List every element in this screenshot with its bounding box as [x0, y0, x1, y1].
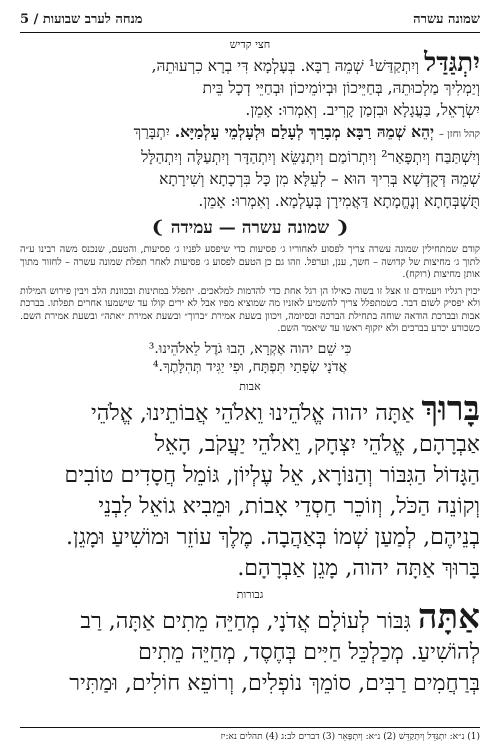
kaddish-line-1: יִתְגַּדַּל וְיִתְקַדַּשׁ¹ שְׁמֵהּ רַבָּא. בְּעָלְמָא דִּי בְרָא כִרְעוּתֵהּ,: [151, 48, 480, 78]
avot-line-1: בָּרוּךְ אַתָּה יהוה אֱלֹהֵינוּ וֵאלֹהֵי אֲבוֹתֵינוּ, אֱלֹהֵי: [90, 388, 480, 429]
avot-line-2: אַבְרָהָם, אֱלֹהֵי יִצְחָק, וֵאלֹהֵי יַעֲקֹב, הָאֵל: [154, 431, 480, 457]
instruction-note-2: יכוין רגליו ויעמידם זו אצל זו בשוה כאילו הן רגל אחת כדי להדמות למלאכים. יתפלל במתינות ובכוונת הלב ויבין פירוש המילות ולא יפסיק לשום דבר. כשמתפלל צריך להשמיע לאזניו מה שמוציא מפיו אבל לא ירים קולו עד שישמעו אחרים תפלתו. בברכת אבות ובברכת הודאה שוחה בתחילת הברכה ובסיומה, ויכוון בשעת אמירת ״ברוך״ ובשעת אמירת ״אתה״ ובשעת אמירת השם. כשכורע יכרע בברכים ולא יזקוף ראשו עד שיאמר השם.: [20, 285, 480, 334]
page-header: [20, 6, 480, 33]
kaddish-line-2: וְיַמְלִיךְ מַלְכוּתֵהּ, בְּחַיֵּיכוֹן וּבְיוֹמֵיכוֹן וּבְחַיֵּי דְכָל בֵּית: [202, 79, 480, 97]
gevurot-line-1: אַתָּה גִּבּוֹר לְעוֹלָם אֲדֹנָי, מְחַיֵּה מֵתִים אַתָּה, רַב: [80, 596, 480, 637]
page-label: מנחה לערב שבועות / 5: [20, 12, 143, 27]
gevurot-line-3: בְּרַחֲמִים רַבִּים, סוֹמֵךְ נוֹפְלִים, וְרוֹפֵא חוֹלִים, וּמַתִּיר: [69, 670, 480, 696]
kaddish-block: [20, 38, 480, 699]
ornament-icon: ❩: [150, 218, 165, 238]
instruction-note-1: קודם שמתחילין שמונה עשרה צריך לפסוע לאחוריו ג׳ פסיעות כדי שיפסע לפניו ג׳ פסיעות, והטעם, שנכנס משה רבינו ע״ה לתוך ג׳ מחיצות של קדושה – חשך, ענן, וערפל. וזהו גם כן הטעם לפסוע ג׳ פסיעות לאחר תפלת שמונה עשרה – לחזור מתוך אותן מחיצות (רוקח).: [20, 244, 480, 280]
kaddish-first-word: יִתְגַּדַּל: [424, 48, 480, 78]
gevurot-label: גבורות: [236, 587, 264, 601]
avot-label: אבות: [239, 379, 261, 393]
kaddish-label: חצי קדיש: [229, 38, 271, 51]
opening-verse-2: אֲדֹנָי שְׂפָתַי תִּפְתָּח, וּפִי יַגִּיד תְּהִלָּתֶךָ.⁴: [152, 358, 348, 375]
avot-line-4: וְקוֹנֵה הַכֹּל, וְזוֹכֵר חַסְדֵי אָבוֹת, וּמֵבִיא גוֹאֵל לִבְנֵי: [98, 493, 480, 519]
avot-first-word: בָּרוּךְ: [421, 388, 480, 429]
section-name: שמונה עשרה: [413, 12, 480, 27]
kaddish-line-6: שְׁמֵהּ דְּקֻדְשָׁא בְּרִיךְ הוּא – לְעֵלָּא מִן כָּל בִּרְכָתָא וְשִׁירָתָא: [159, 170, 480, 188]
avot-line-5: בְנֵיהֶם, לְמַעַן שְׁמוֹ בְּאַהֲבָה. מֶלֶךְ עוֹזֵר וּמוֹשִׁיעַ וּמָגֵן.: [66, 524, 480, 550]
gevurot-first-word: אַתָּה: [417, 596, 480, 637]
kaddish-line-3: יִשְׂרָאֵל, בַּעֲגָלָא וּבִזְמַן קָרִיב. וְאִמְרוּ: אָמֵן.: [245, 101, 480, 119]
avot-line-6: בָּרוּךְ אַתָּה יהוה, מָגֵן אַבְרָהָם.: [237, 555, 480, 581]
kaddish-line-5: וְיִשְׁתַּבַּח וְיִתְפָּאַר² וְיִתְרוֹמַם וְיִתְנַשֵּׂא וְיִתְהַדָּר וְיִתְעַלֶּה וְיִתְהַלָּל: [141, 148, 480, 166]
kaddish-response: קהל וחזן – יְהֵא שְׁמֵהּ רַבָּא מְבָרַךְ לְעָלַם וּלְעָלְמֵי עָלְמַיָּא. יִתְבָּרַךְ: [133, 122, 480, 141]
footnotes: (1) נ״א: יִתְגַּדֵּל וְיִתְקַדֵּשׁ (2) נ״א: וְיִתְפָּאֵר (3) דברים לב:ג (4) תהלים נא:יז: [20, 727, 480, 742]
gevurot-line-2: לְהוֹשִׁיעַ. מְכַלְכֵּל חַיִּים בְּחֶסֶד, מְחַיֵּה מֵתִים: [138, 639, 480, 665]
opening-verse-1: כִּי שֵׁם יהוה אֶקְרָא, הָבוּ גֹדֶל לֵאלֹהֵינוּ.³: [148, 340, 352, 357]
avot-line-3: הַגָּדוֹל הַגִּבּוֹר וְהַנּוֹרָא, אֵל עֶלְיוֹן, גּוֹמֵל חֲסָדִים טוֹבִים: [64, 462, 480, 488]
kaddish-line-7: תֻּשְׁבְּחָתָא וְנֶחֱמָתָא דַּאֲמִירָן בְּעָלְמָא. וְאִמְרוּ: אָמֵן.: [198, 192, 480, 210]
amidah-title: ❨ שמונה עשרה — עמידה ❩: [150, 218, 350, 238]
ornament-icon: ❨: [335, 218, 350, 238]
